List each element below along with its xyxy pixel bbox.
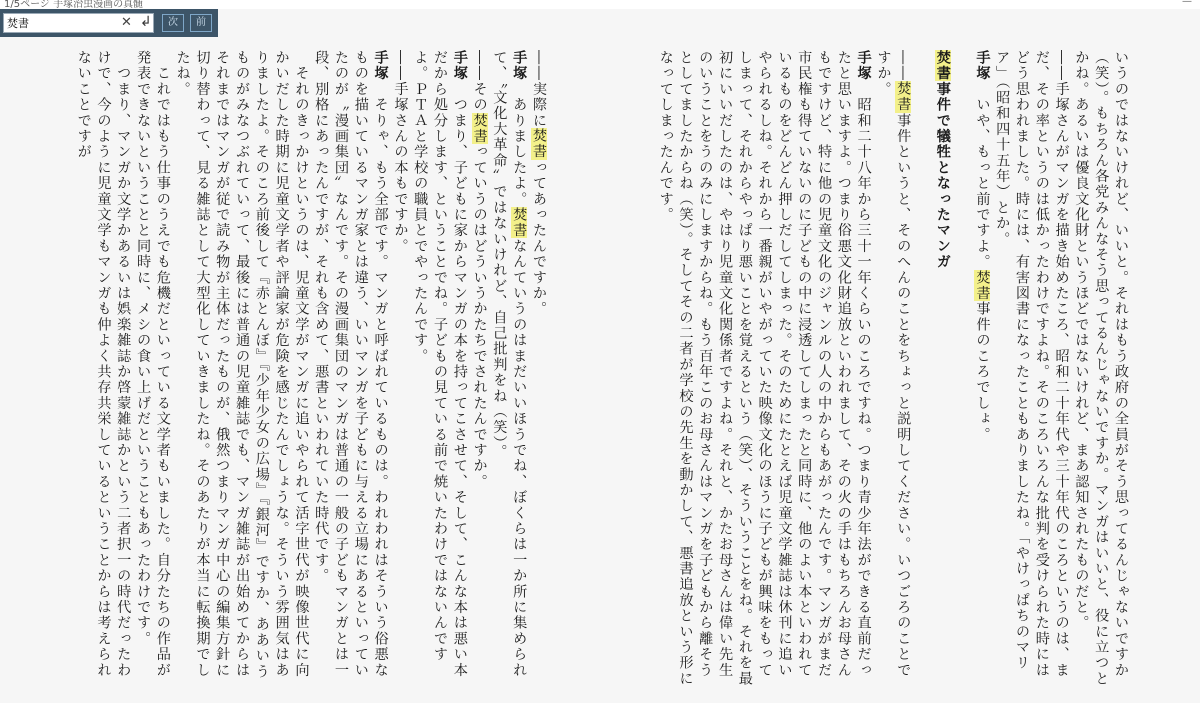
paragraph-text: 昭和二十八年から三十一年くらいのころですね。つまり青少年法ができる直前だったと思いますよ。つまり俗悪文化財追放といわれまして、その火の手はもちろんお母さんもですけど、特に他の児童文化のジャンルの人の中からもあがったんです。マンガがまだ市民権も得ていないのに子どもの中に浸透してしまったと同時に、他のよい本といわれているものをどんどん押しだしてしまった。そのためにたとえば児童文学雑誌は休刊に追いやられるしね。それから一番親がいやがっていた映像文化のほうに子どもが興味をもってしまって、それからやっぱり悪いことを覚えるという（笑）、そういうことをね。それを最初にいいだしたのは、やはり児童文化関係者ですよね。それと、かたお母さんは偉い先生のいうことをうのみにしますからね。もう百年このお母さんはマンガを子どもから離そうとしてましたからね（笑）。そしてその二者が学校の先生を動かして、悪書追放という形になってしまったんです。 [657,50,872,687]
speaker-label: 手塚 [974,50,991,82]
right-page-paragraph [655,50,873,690]
left-page [28,50,548,690]
enter-icon[interactable]: ↲ [140,14,152,30]
paragraph-text: ――手塚さんの本もですか。 [392,50,409,255]
paragraph-spacer [952,50,972,690]
right-page-paragraph [932,50,952,690]
window-titlebar [0,0,1200,9]
paragraph-text: いや、もっと前ですよ。 [974,81,991,270]
paragraph-text: ――手塚さんがマンガを描き始めたころ、昭和二十年代や三十年代のころというのは、まだ、その率というのは低かったわけですよね。そのころいろんな批判を受けられた時にはどう思われました。時には、有害図書になったこともありましたね。「やけっぱちのマリア」（昭和四十五年）とか。 [994,50,1070,678]
right-page [570,50,1130,690]
search-prev-button[interactable]: 前 [190,14,212,32]
search-highlight: 焚書 [531,128,547,160]
left-page-paragraph [310,50,389,690]
right-page-paragraph [1071,50,1130,690]
search-next-button[interactable]: 次 [162,14,184,32]
paragraph-text: そりゃ、もう全部です。マンガと呼ばれているものは。われわれはそういう俗悪なものを描いているマンガ家とは違う、いいマンガを子どもに与える立場にあるといっていたのが〝漫画集団〟なんです。その漫画集団のマンガは普通の一般の子どもマンガとは一段、別格にあったんですが、それも含めて、悪書といわれていた時代です。 [313,50,389,679]
left-page-paragraph [409,50,468,690]
search-toolbar [0,9,218,37]
paragraph-spacer [912,50,932,690]
paragraph-text: つまり、マンガか文学かあるいは娯楽雑誌か啓蒙雑誌かという二者択一の時代だったわけで、今のように児童文学もマンガも仲よく共存共栄しているということからは考えられないことですが [75,50,132,678]
paragraph-text: つまり、子どもに家からマンガの本を持ってこさせて、そして、こんな本は悪い本だから処分します、ということでね。子どもの見ている前で焼いたわけではないんですよ。ＰＴＡと学校の職員とでやったんです。 [412,50,468,679]
left-page-paragraph [528,50,548,690]
search-highlight: 焚書 [895,81,912,113]
paragraph-text: ――その [471,50,488,113]
paragraph-text: なんていうのはまだいいほうでね、ぼくらは一か所に集められて、〝文化大革命〟ではないけれど、自己批判をね（笑）。 [491,50,528,679]
search-field[interactable] [3,13,154,33]
search-highlight: 焚書 [511,207,528,239]
right-page-paragraph [873,50,913,690]
left-page-paragraph [132,50,172,690]
paragraph-text: 事件のころでしょ。 [974,301,991,443]
paragraph-text: 事件というと、そのへんのことをちょっと説明してください。いつごろのことですか。 [875,50,912,678]
left-page-paragraph [469,50,489,690]
paragraph-text: ありましたよ。 [511,81,528,208]
search-highlight: 焚書 [934,50,951,82]
paragraph-text: ――実際に [531,50,547,129]
paragraph-text: それのきっかけというのは、児童文学がマンガに追いやられて活字世代が映像世代に向かいだした時期に児童文学者や評論家が危険を感じたんでしょうな。そういう雰囲気はありましたよ。そのころ前後して『赤とんぼ』『少年少女の広場』『銀河』ですか、ああいうものがみなつぶれていって、最後には普通の児童雑誌でも、マンガ雑誌が出始めてからはそれまではマンガが従で読み物が主体だったものが、俄然つまりマンガ中心の編集方針に切り替わって、見る雑誌として大型化していきましたね。そのあたりが本当に転換期でしたね。 [174,50,310,680]
paragraph-text: っていうのはどういうかたちでされたんですか。 [471,144,488,490]
clear-icon[interactable]: ✕ [121,15,132,30]
left-page-paragraph [172,50,311,690]
window-controls-icon[interactable]: — [1182,0,1192,7]
paragraph-text: ってあったんですか。 [531,159,547,317]
speaker-label: 手塚 [855,50,872,82]
paragraph-text: いうのではないけれど、いいと。それはもう政府の全員がそう思ってるんじゃないですか（笑）。もちろん各党みんなそう思ってるんじゃないですか。マンガはいいと、役に立つとかね。あるいは優良文化財というほどではないけれど、まあ認知されたものだと。 [1073,50,1129,687]
paragraph-text: ―― [895,50,912,82]
speaker-label: 手塚 [372,50,389,82]
window-title: 1/5ページ 手塚治虫漫画の真髄 [4,0,144,9]
paragraph-text: これではもう仕事のうえでも危機だといっている文学者もいました。自分たちの作品が発表できないということと同時に、メシの食い上げだということもあったわけです。 [135,50,171,678]
left-page-paragraph [390,50,410,690]
speaker-label: 手塚 [511,50,528,82]
speaker-label: 手塚 [451,50,468,82]
search-highlight: 焚書 [471,112,488,145]
search-highlight: 焚書 [974,269,991,302]
left-page-paragraph [489,50,529,690]
right-page-paragraph [972,50,992,690]
speaker-label: 事件で犠牲となったマンガ [934,81,951,270]
left-page-paragraph [73,50,132,690]
search-input[interactable] [7,15,119,31]
right-page-paragraph [991,50,1070,690]
